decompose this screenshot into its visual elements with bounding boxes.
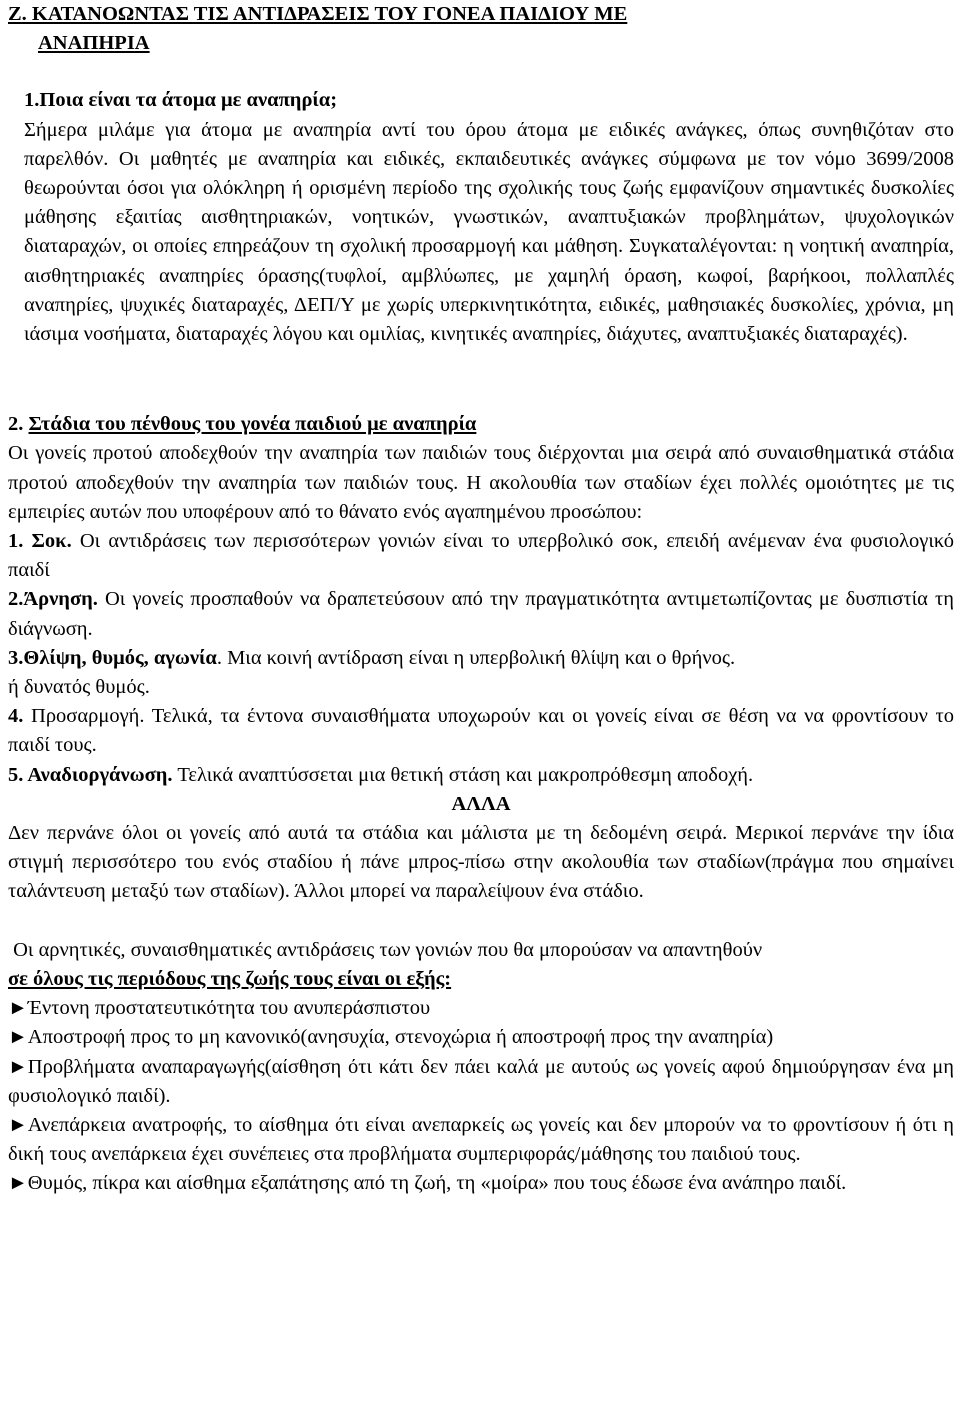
bullet-item: [8, 994, 954, 1023]
stage-text: Προσαρμογή. Τελικά, τα έντονα συναισθήματα υποχωρούν και οι γονείς είναι σε θέση να να φροντίσουν το παιδί τους.: [8, 705, 954, 757]
bullet-text: Προβλήματα αναπαραγωγής(αίσθηση ότι κάτι δεν πάει καλά με αυτούς ως γονείς αφού δημιούργησαν ένα μη φυσιολογικό παιδί).: [8, 1055, 954, 1107]
stage-5: [8, 761, 954, 790]
bullet-text: Ανεπάρκεια ανατροφής, το αίσθημα ότι είναι ανεπαρκείς ως γονείς και δεν μπορούν να το φροντίσουν ή ότι η δική τους ανεπάρκεια έχει συνέπειες στα προβλήματα συμπεριφοράς/μάθησης του παιδιού τους.: [8, 1113, 954, 1166]
section2-intro: Οι γονείς προτού αποδεχθούν την αναπηρία των παιδιών τους διέρχονται μια σειρά από συναισθηματικά στάδια προτού αποδεχθούν την αναπηρία των παιδιών τους. Η ακολουθία των σταδίων έχει πολλές ομοιότητες με τις εμπειρίες αυτών που υποφέρουν από το θάνατο ενός αγαπημένου προσώπου:: [8, 442, 954, 523]
stage-text: Τελικά αναπτύσσεται μια θετική στάση και μακροπρόθεσμη αποδοχή.: [172, 763, 754, 786]
bullet-text: Αποστροφή προς το μη κανονικό(ανησυχία, στενοχώρια ή αποστροφή προς την αναπηρία): [27, 1026, 774, 1049]
section3-intro: [8, 936, 954, 965]
title-line-2: ΑΝΑΠΗΡΙΑ: [38, 32, 150, 55]
bullet-item: [8, 1023, 954, 1052]
document-title: [8, 0, 954, 58]
arrow-icon: ►: [8, 1026, 28, 1049]
section1-heading: 1.Ποια είναι τα άτομα με αναπηρία;: [24, 89, 338, 112]
section2-heading: [8, 410, 954, 439]
alla-paragraph: Δεν περνάνε όλοι οι γονείς από αυτά τα στάδια και μάλιστα με τη δεδομένη σειρά. Μερικοί περνάνε την ίδια στιγμή περισσότερο του ενός σταδίου ή πάνε μπρος-πίσω στην ακολουθία των σταδίων(πράγμα που σημαίνει ταλάντευση μεταξύ των σταδίων). Άλλοι μπορεί να παραλείψουν ένα στάδιο.: [8, 822, 954, 903]
spacer: [8, 349, 954, 381]
title-line-1: Ζ. ΚΑΤΑΝΟΩΝΤΑΣ ΤΙΣ ΑΝΤΙΔΡΑΣΕΙΣ ΤΟΥ ΓΟΝΕΑ ΠΑΙΔΙΟΥ ΜΕ: [8, 3, 628, 25]
alla-heading: ΑΛΛΑ: [451, 792, 511, 815]
spacer: [8, 907, 954, 936]
stage-4: [8, 702, 954, 760]
stage-text: Οι γονείς προσπαθούν να δραπετεύσουν από την πραγματικότητα αντιμετωπίζοντας με δυσπιστία τη διάγνωση.: [8, 588, 954, 640]
spacer: [8, 381, 954, 410]
stage-label: 3.Θλίψη, θυμός, αγωνία: [8, 646, 217, 669]
stage-label: 4.: [8, 705, 24, 728]
stage-3: [8, 644, 954, 673]
section3-intro-bold: σε όλους τις περιόδους της ζωής τους είναι οι εξής:: [8, 967, 452, 990]
bullet-item: [8, 1169, 954, 1198]
stage-text: Οι αντιδράσεις των περισσότερων γονιών είναι το υπερβολικό σοκ, επειδή ανέμεναν ένα φυσιολογικό παιδί: [8, 530, 954, 582]
bullet-text: Έντονη προστατευτικότητα του ανυπεράσπιστου: [27, 997, 431, 1020]
stage-label: 5. Αναδιοργάνωση.: [8, 763, 173, 786]
arrow-icon: ►: [8, 997, 28, 1020]
stage-text: . Μια κοινή αντίδραση είναι η υπερβολική θλίψη και ο θρήνος.: [216, 646, 736, 669]
spacer: [8, 58, 954, 86]
bullet-item: [8, 1111, 954, 1169]
stage-label: 1. Σοκ.: [8, 530, 72, 553]
arrow-icon: ►: [8, 1172, 28, 1195]
section3-intro-text: Οι αρνητικές, συναισθηματικές αντιδράσεις των γονιών που θα μπορούσαν να απαντηθούν: [13, 938, 763, 961]
stage-label: 2.Άρνηση.: [8, 588, 98, 611]
stage-2: [8, 585, 954, 643]
section2-heading-number: 2.: [8, 413, 29, 436]
stage-3-extra: ή δυνατός θυμός.: [8, 676, 150, 699]
arrow-icon: ►: [8, 1113, 28, 1136]
stage-1: [8, 527, 954, 585]
bullet-text: Θυμός, πίκρα και αίσθημα εξαπάτησης από τη ζωή, τη «μοίρα» που τους έδωσε ένα ανάπηρο παιδί.: [27, 1172, 847, 1195]
section2-heading-text: Στάδια του πένθους του γονέα παιδιού με αναπηρία: [28, 413, 477, 436]
arrow-icon: ►: [8, 1055, 28, 1078]
bullet-item: [8, 1053, 954, 1111]
section1-paragraph: Σήμερα μιλάμε για άτομα με αναπηρία αντί του όρου άτομα με ειδικές ανάγκες, όπως συνηθιζόταν στο παρελθόν. Οι μαθητές με αναπηρία και ειδικές, εκπαιδευτικές ανάγκες σύμφωνα με τον νόμο 3699/2008 θεωρούνται όσοι για ολόκληρη ή ορισμένη περίοδο της σχολικής τους ζωής εμφανίζουν σημαντικές δυσκολίες μάθησης εξαιτίας αισθητηριακών, νοητικών, γνωστικών, αναπτυξιακών προβλημάτων, ψυχολογικών διαταραχών, οι οποίες επηρεάζουν τη σχολική προσαρμογή και μάθηση. Συγκαταλέγονται: η νοητική αναπηρία, αισθητηριακές αναπηρίες όρασης(τυφλοί, αμβλύωπες, με χαμηλή όραση, κωφοί, βαρήκοοι, πολλαπλές αναπηρίες, ψυχικές διαταραχές, ΔΕΠ/Υ με χωρίς υπερκινητικότητα, ειδικές, μαθησιακές δυσκολίες, χρόνια, μη ιάσιμα νοσήματα, διαταραχές λόγου και ομιλίας, κινητικές αναπηρίες, διάχυτες, αναπτυξιακές διαταραχές).: [24, 118, 954, 346]
